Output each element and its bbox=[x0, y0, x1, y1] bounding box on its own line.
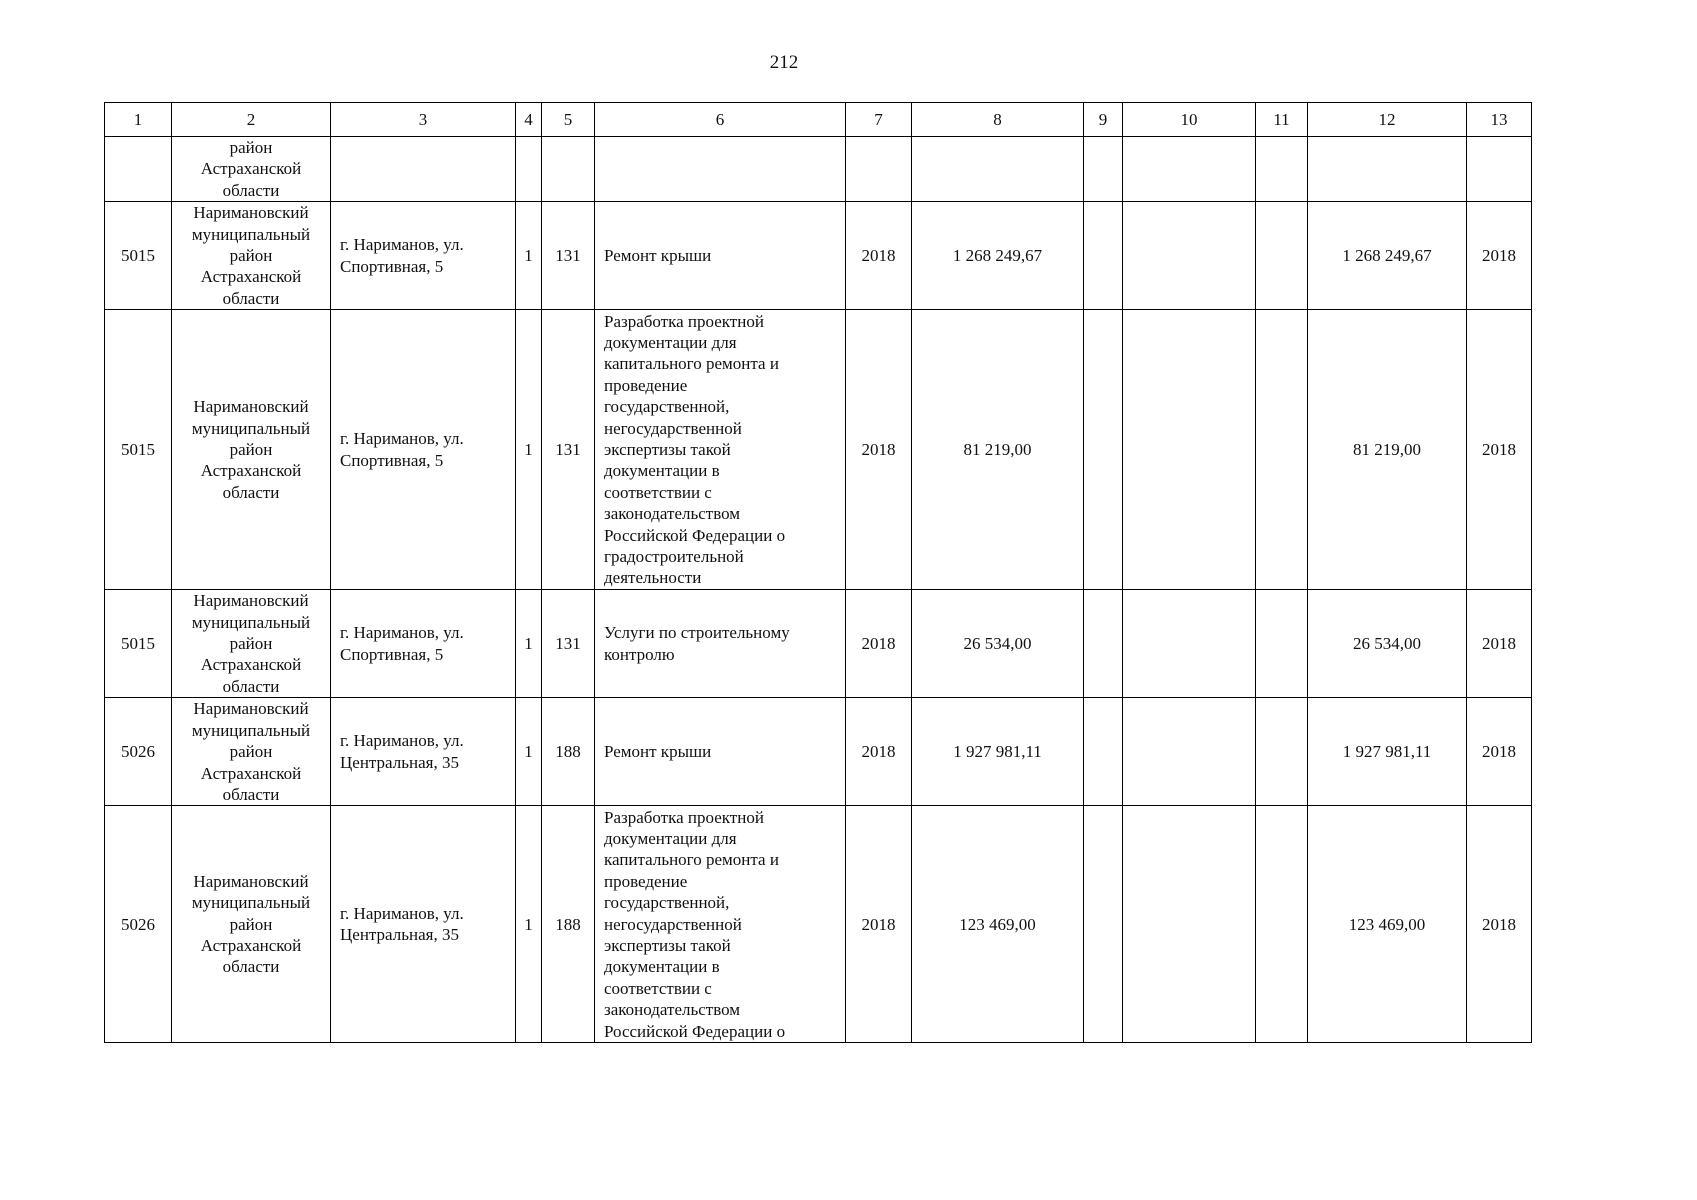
column-header: 8 bbox=[912, 103, 1084, 137]
cell-cost: 1 268 249,67 bbox=[912, 202, 1084, 310]
column-header: 12 bbox=[1308, 103, 1467, 137]
cell-col9 bbox=[1084, 806, 1123, 1043]
column-header: 6 bbox=[595, 103, 846, 137]
cell-address: г. Нариманов, ул. Спортивная, 5 bbox=[331, 310, 516, 590]
cell-col10 bbox=[1123, 590, 1256, 698]
cell-number: 5015 bbox=[105, 310, 172, 590]
cell-col10 bbox=[1123, 698, 1256, 806]
cell-address: г. Нариманов, ул. Центральная, 35 bbox=[331, 806, 516, 1043]
cell-address: г. Нариманов, ул. Спортивная, 5 bbox=[331, 202, 516, 310]
cell-municipality: Наримановский муниципальный район Астраханской области bbox=[172, 310, 331, 590]
cell-work-type bbox=[595, 137, 846, 202]
cell-year: 2018 bbox=[846, 202, 912, 310]
cell-year bbox=[846, 137, 912, 202]
cell-col9 bbox=[1084, 590, 1123, 698]
page-number: 212 bbox=[769, 52, 799, 73]
cell-cost: 1 927 981,11 bbox=[912, 698, 1084, 806]
column-header: 11 bbox=[1256, 103, 1308, 137]
column-header: 13 bbox=[1467, 103, 1532, 137]
cell-col4: 1 bbox=[516, 310, 542, 590]
cell-col11 bbox=[1256, 806, 1308, 1043]
cell-year-end: 2018 bbox=[1467, 310, 1532, 590]
cell-col10 bbox=[1123, 202, 1256, 310]
column-header: 9 bbox=[1084, 103, 1123, 137]
table-row bbox=[105, 137, 1532, 202]
cell-col5: 188 bbox=[542, 698, 595, 806]
table-row bbox=[105, 806, 1532, 1043]
cell-col10 bbox=[1123, 137, 1256, 202]
cell-work-type: Ремонт крыши bbox=[595, 698, 846, 806]
table-header-row bbox=[105, 103, 1532, 137]
cell-col10 bbox=[1123, 310, 1256, 590]
cell-col5: 188 bbox=[542, 806, 595, 1043]
cell-year: 2018 bbox=[846, 590, 912, 698]
cell-work-type: Услуги по строительному контролю bbox=[595, 590, 846, 698]
cell-col4: 1 bbox=[516, 202, 542, 310]
cell-work-type: Разработка проектной документации для капитального ремонта и проведение государственной, негосударственной экспертизы такой документации в соответствии с законодательством Российской Федерации о bbox=[595, 806, 846, 1043]
cell-year: 2018 bbox=[846, 310, 912, 590]
cell-cost bbox=[912, 137, 1084, 202]
cell-amount bbox=[1308, 137, 1467, 202]
cell-number: 5015 bbox=[105, 590, 172, 698]
column-header: 7 bbox=[846, 103, 912, 137]
cell-col9 bbox=[1084, 698, 1123, 806]
cell-address: г. Нариманов, ул. Центральная, 35 bbox=[331, 698, 516, 806]
cell-year-end: 2018 bbox=[1467, 806, 1532, 1043]
cell-work-type: Разработка проектной документации для капитального ремонта и проведение государственной, негосударственной экспертизы такой документации в соответствии с законодательством Российской Федерации о градостроительной деятельности bbox=[595, 310, 846, 590]
column-header: 2 bbox=[172, 103, 331, 137]
cell-cost: 123 469,00 bbox=[912, 806, 1084, 1043]
cell-amount: 26 534,00 bbox=[1308, 590, 1467, 698]
cell-municipality: Наримановский муниципальный район Астраханской области bbox=[172, 806, 331, 1043]
table-row bbox=[105, 590, 1532, 698]
table-row bbox=[105, 310, 1532, 590]
cell-col11 bbox=[1256, 310, 1308, 590]
cell-year: 2018 bbox=[846, 806, 912, 1043]
cell-work-type: Ремонт крыши bbox=[595, 202, 846, 310]
cell-address bbox=[331, 137, 516, 202]
cell-col11 bbox=[1256, 590, 1308, 698]
cell-col11 bbox=[1256, 698, 1308, 806]
cell-municipality: Наримановский муниципальный район Астраханской области bbox=[172, 590, 331, 698]
cell-number: 5015 bbox=[105, 202, 172, 310]
cell-col9 bbox=[1084, 310, 1123, 590]
cell-col11 bbox=[1256, 202, 1308, 310]
cell-col5: 131 bbox=[542, 590, 595, 698]
cell-col4: 1 bbox=[516, 806, 542, 1043]
cell-amount: 1 268 249,67 bbox=[1308, 202, 1467, 310]
column-header: 5 bbox=[542, 103, 595, 137]
cell-year-end: 2018 bbox=[1467, 202, 1532, 310]
cell-col5 bbox=[542, 137, 595, 202]
table-row bbox=[105, 202, 1532, 310]
cell-year: 2018 bbox=[846, 698, 912, 806]
cell-municipality: Наримановский муниципальный район Астраханской области bbox=[172, 202, 331, 310]
cell-cost: 81 219,00 bbox=[912, 310, 1084, 590]
cell-col10 bbox=[1123, 806, 1256, 1043]
cell-number bbox=[105, 137, 172, 202]
cell-col9 bbox=[1084, 137, 1123, 202]
cell-number: 5026 bbox=[105, 698, 172, 806]
cell-municipality: Наримановский муниципальный район Астраханской области bbox=[172, 698, 331, 806]
cell-year-end bbox=[1467, 137, 1532, 202]
column-header: 1 bbox=[105, 103, 172, 137]
column-header: 3 bbox=[331, 103, 516, 137]
cell-col4: 1 bbox=[516, 698, 542, 806]
cell-col11 bbox=[1256, 137, 1308, 202]
cell-col4 bbox=[516, 137, 542, 202]
cell-cost: 26 534,00 bbox=[912, 590, 1084, 698]
column-header: 10 bbox=[1123, 103, 1256, 137]
cell-number: 5026 bbox=[105, 806, 172, 1043]
cell-year-end: 2018 bbox=[1467, 590, 1532, 698]
cell-year-end: 2018 bbox=[1467, 698, 1532, 806]
cell-amount: 81 219,00 bbox=[1308, 310, 1467, 590]
column-header: 4 bbox=[516, 103, 542, 137]
cell-col5: 131 bbox=[542, 202, 595, 310]
cell-address: г. Нариманов, ул. Спортивная, 5 bbox=[331, 590, 516, 698]
cell-col4: 1 bbox=[516, 590, 542, 698]
cell-col5: 131 bbox=[542, 310, 595, 590]
cell-col9 bbox=[1084, 202, 1123, 310]
cell-amount: 1 927 981,11 bbox=[1308, 698, 1467, 806]
capital-repair-table bbox=[104, 102, 1532, 1043]
cell-amount: 123 469,00 bbox=[1308, 806, 1467, 1043]
cell-municipality: район Астраханской области bbox=[172, 137, 331, 202]
table-row bbox=[105, 698, 1532, 806]
